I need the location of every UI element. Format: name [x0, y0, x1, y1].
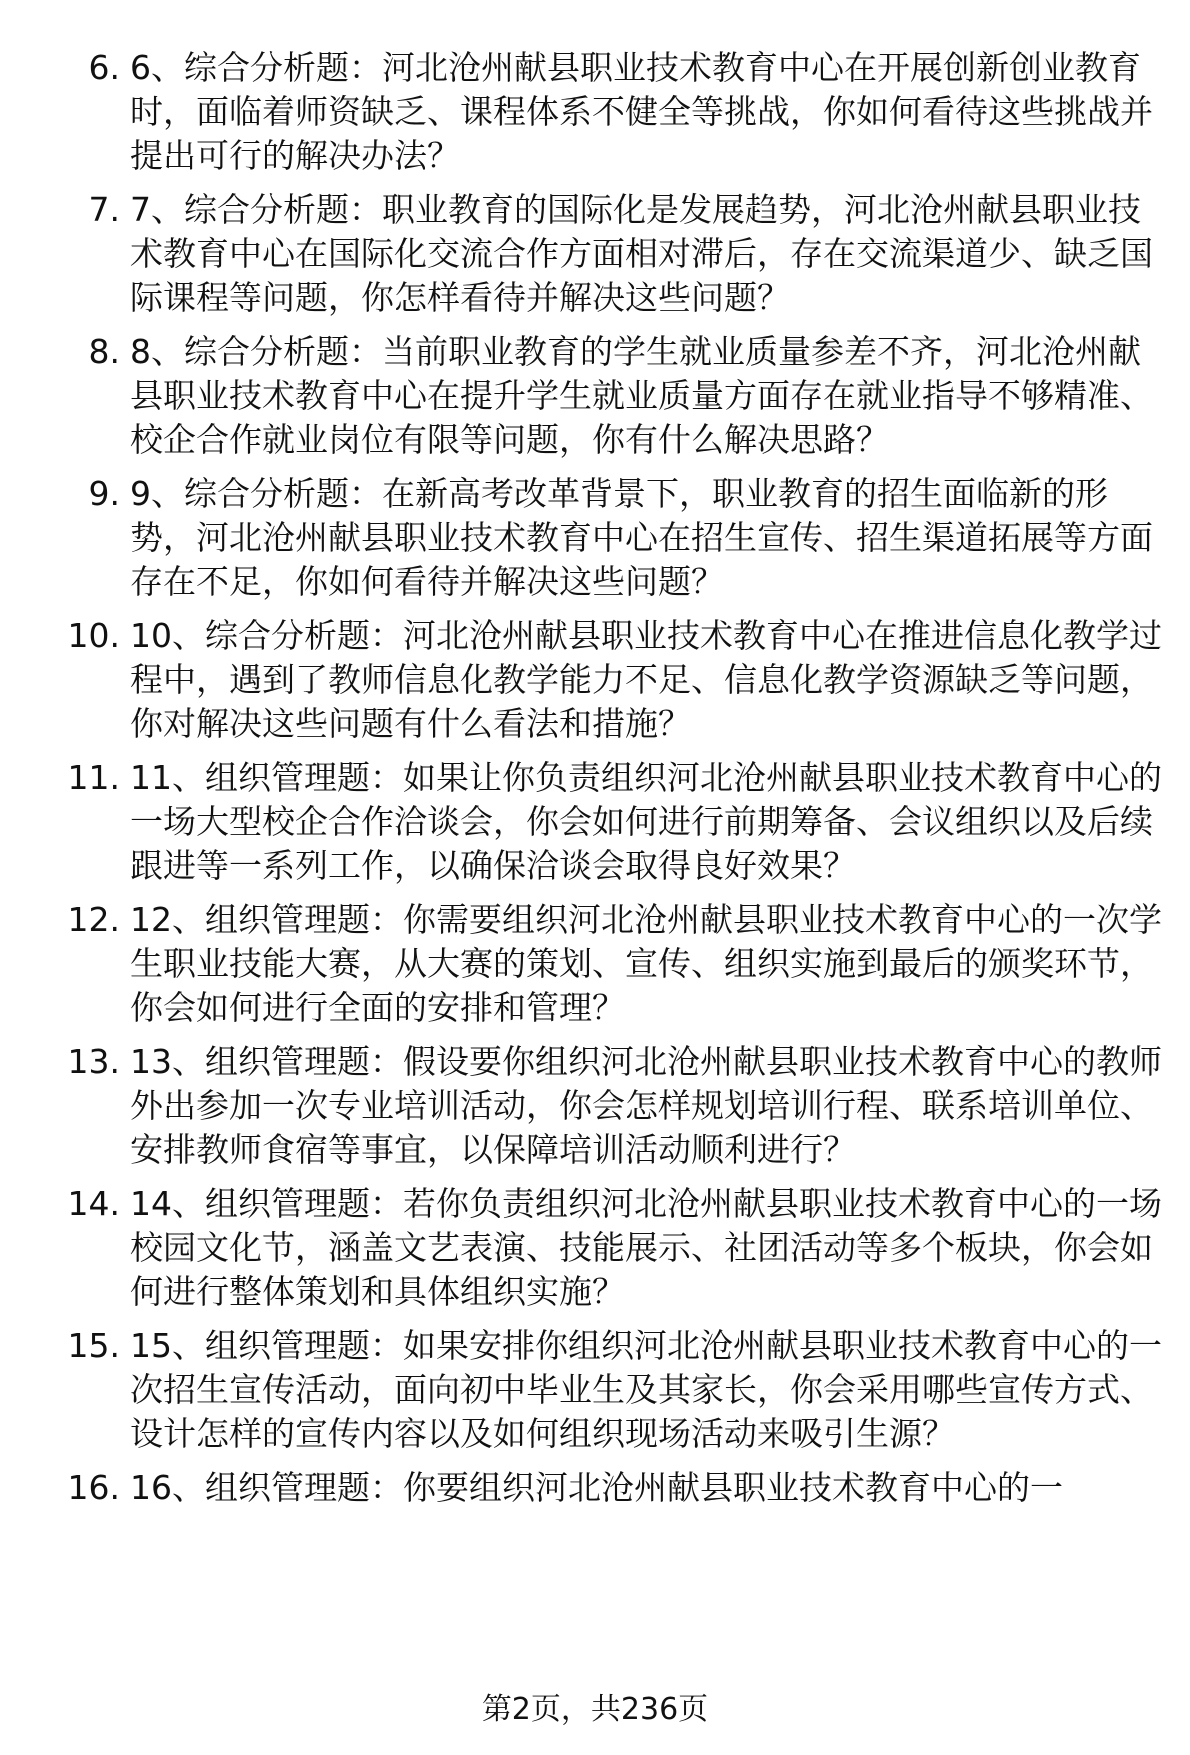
question-number: 14. [67, 1184, 120, 1223]
question-list [50, 46, 1170, 1520]
question-item [50, 1040, 1170, 1172]
question-text: 6、综合分析题：河北沧州献县职业技术教育中心在开展创新创业教育时，面临着师资缺乏、课程体系不健全等挑战，你如何看待这些挑战并提出可行的解决办法？ [130, 48, 1153, 175]
question-item [50, 472, 1170, 604]
question-item [50, 614, 1170, 746]
question-text: 14、组织管理题：若你负责组织河北沧州献县职业技术教育中心的一场校园文化节，涵盖文艺表演、技能展示、社团活动等多个板块，你会如何进行整体策划和具体组织实施？ [130, 1184, 1162, 1311]
question-number: 15. [67, 1326, 120, 1365]
question-text: 12、组织管理题：你需要组织河北沧州献县职业技术教育中心的一次学生职业技能大赛，从大赛的策划、宣传、组织实施到最后的颁奖环节，你会如何进行全面的安排和管理？ [130, 900, 1162, 1027]
question-text: 15、组织管理题：如果安排你组织河北沧州献县职业技术教育中心的一次招生宣传活动，面向初中毕业生及其家长，你会采用哪些宣传方式、设计怎样的宣传内容以及如何组织现场活动来吸引生源？ [130, 1326, 1162, 1453]
question-number: 10. [67, 616, 120, 655]
question-number: 7. [88, 190, 120, 229]
question-item [50, 898, 1170, 1030]
question-text: 10、综合分析题：河北沧州献县职业技术教育中心在推进信息化教学过程中，遇到了教师信息化教学能力不足、信息化教学资源缺乏等问题，你对解决这些问题有什么看法和措施？ [130, 616, 1162, 743]
question-item [50, 1182, 1170, 1314]
question-number: 16. [67, 1468, 120, 1507]
question-text: 9、综合分析题：在新高考改革背景下，职业教育的招生面临新的形势，河北沧州献县职业技术教育中心在招生宣传、招生渠道拓展等方面存在不足，你如何看待并解决这些问题？ [130, 474, 1153, 601]
page-footer [0, 1690, 1190, 1730]
question-item [50, 1324, 1170, 1456]
question-text: 8、综合分析题：当前职业教育的学生就业质量参差不齐，河北沧州献县职业技术教育中心在提升学生就业质量方面存在就业指导不够精准、校企合作就业岗位有限等问题，你有什么解决思路？ [130, 332, 1153, 459]
question-text: 13、组织管理题：假设要你组织河北沧州献县职业技术教育中心的教师外出参加一次专业培训活动，你会怎样规划培训行程、联系培训单位、安排教师食宿等事宜，以保障培训活动顺利进行？ [130, 1042, 1162, 1169]
question-text: 16、组织管理题：你要组织河北沧州献县职业技术教育中心的一 [130, 1468, 1063, 1507]
question-number: 12. [67, 900, 120, 939]
question-number: 6. [88, 48, 120, 87]
question-text: 11、组织管理题：如果让你负责组织河北沧州献县职业技术教育中心的一场大型校企合作洽谈会，你会如何进行前期筹备、会议组织以及后续跟进等一系列工作，以确保洽谈会取得良好效果？ [130, 758, 1162, 885]
question-number: 13. [67, 1042, 120, 1081]
question-item [50, 46, 1170, 178]
question-number: 11. [67, 758, 120, 797]
question-number: 8. [88, 332, 120, 371]
question-item [50, 1466, 1170, 1510]
page-number-label: 第2页，共236页 [481, 1692, 709, 1727]
question-item [50, 330, 1170, 462]
question-text: 7、综合分析题：职业教育的国际化是发展趋势，河北沧州献县职业技术教育中心在国际化交流合作方面相对滞后，存在交流渠道少、缺乏国际课程等问题，你怎样看待并解决这些问题？ [130, 190, 1153, 317]
question-number: 9. [88, 474, 120, 513]
question-item [50, 756, 1170, 888]
question-item [50, 188, 1170, 320]
